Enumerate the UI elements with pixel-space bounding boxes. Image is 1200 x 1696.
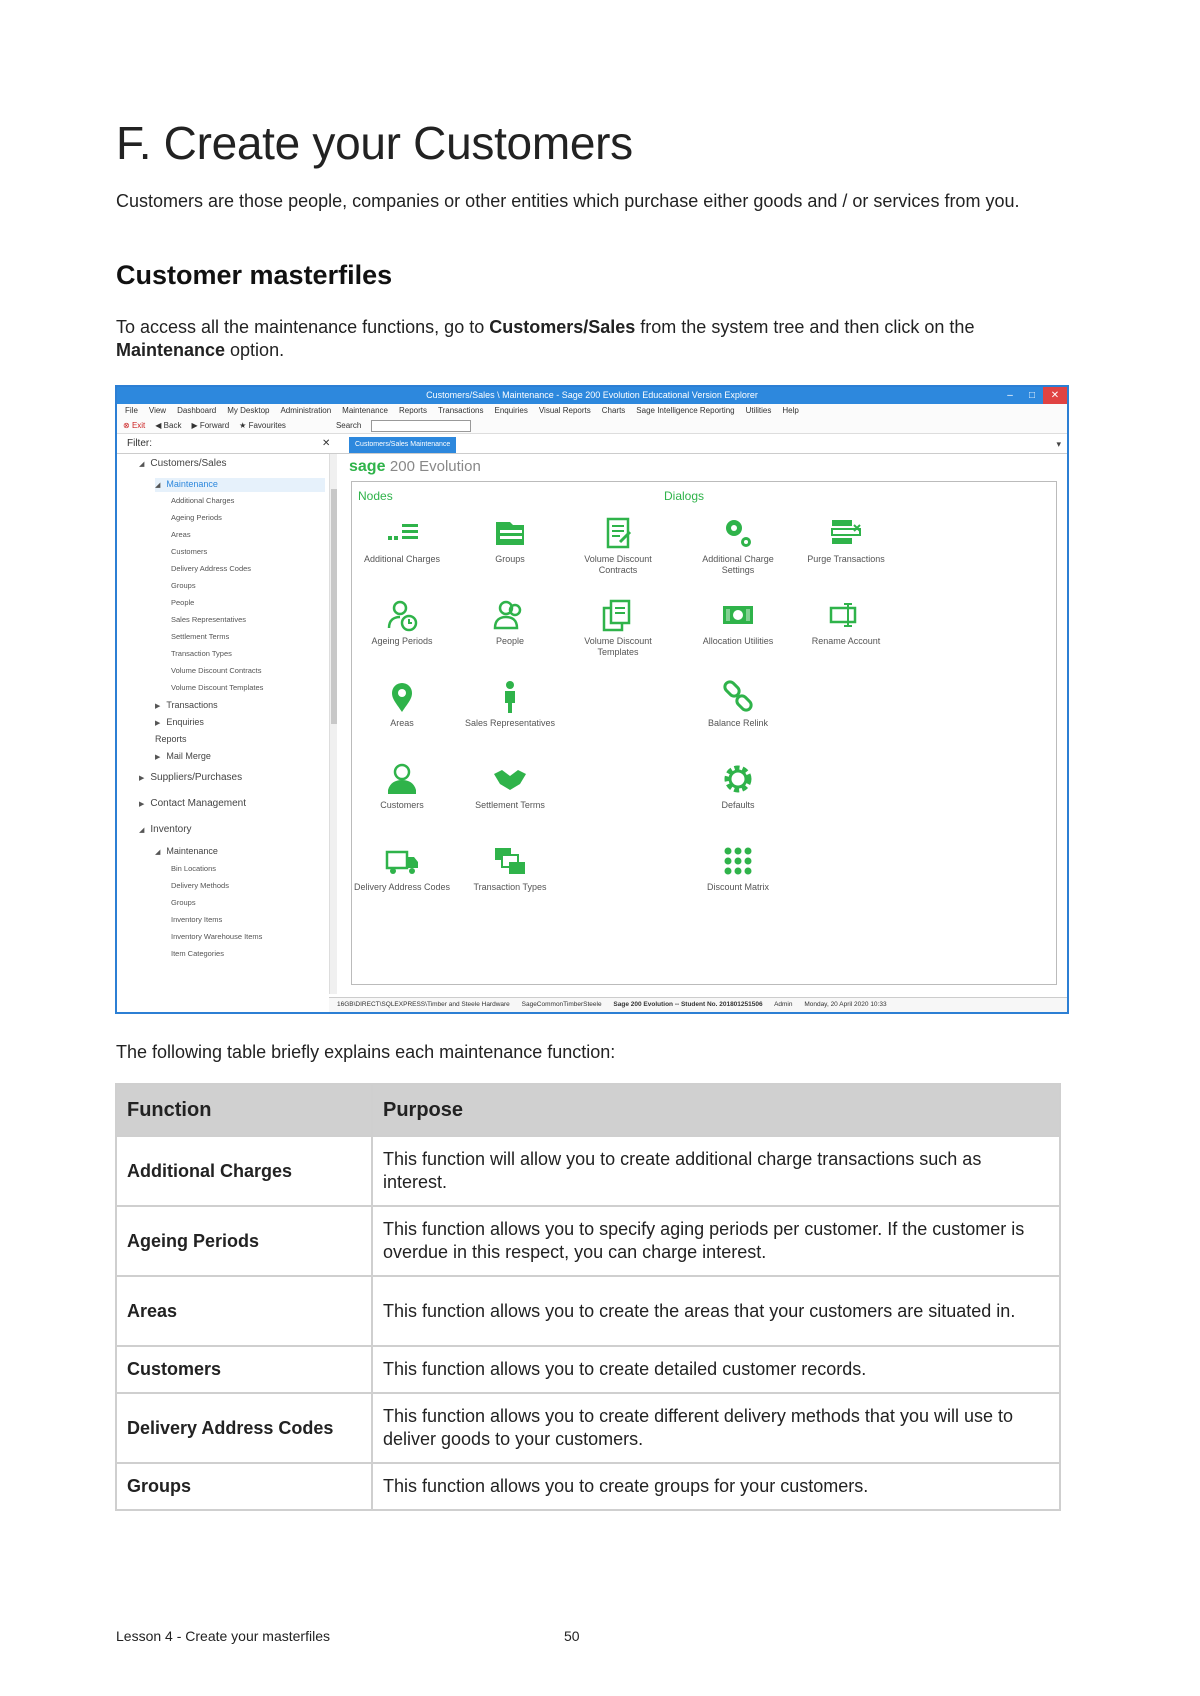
truck-icon bbox=[352, 844, 452, 878]
tree-item-label: Volume Discount Contracts bbox=[171, 666, 262, 675]
tree-item-label: Settlement Terms bbox=[171, 632, 230, 641]
window-controls bbox=[999, 387, 1067, 404]
table-row bbox=[116, 1206, 1060, 1276]
tree-item-transaction-types[interactable] bbox=[171, 648, 232, 660]
tree-item-sales-representatives[interactable] bbox=[171, 614, 246, 626]
tree-item-enquiries[interactable] bbox=[155, 716, 204, 730]
tree-item-volume-discount-templates[interactable] bbox=[171, 682, 263, 694]
dialog-label: Rename Account bbox=[811, 636, 881, 646]
close-button[interactable]: ✕ bbox=[1043, 387, 1067, 404]
scroll-thumb[interactable] bbox=[331, 489, 337, 724]
table-row bbox=[116, 1393, 1060, 1463]
toolbar bbox=[117, 418, 1067, 434]
node-additional-charges[interactable] bbox=[352, 516, 452, 565]
tree-item-label: Inventory Items bbox=[171, 915, 223, 924]
nodes-heading: Nodes bbox=[358, 489, 393, 503]
table-row bbox=[116, 1136, 1060, 1206]
tree-item-label: Additional Charges bbox=[171, 496, 235, 505]
purge-icon bbox=[796, 516, 896, 550]
table-row bbox=[116, 1463, 1060, 1510]
menu-utilities[interactable]: Utilities bbox=[745, 406, 772, 415]
menu-reports[interactable]: Reports bbox=[398, 406, 427, 415]
menu-charts[interactable]: Charts bbox=[601, 406, 626, 415]
tree-item-label: Maintenance bbox=[166, 479, 218, 489]
tree-item-label: Maintenance bbox=[166, 846, 218, 856]
purpose-cell: This function allows you to create different delivery methods that you will use to deliver goods to your customers. bbox=[372, 1393, 1060, 1463]
transaction-types-icon bbox=[460, 844, 560, 878]
tree-item-label: Groups bbox=[171, 581, 196, 590]
expand-down-icon[interactable]: ◢ bbox=[155, 849, 161, 856]
menu-help[interactable]: Help bbox=[782, 406, 799, 415]
maintenance-panel bbox=[351, 481, 1057, 985]
forward-button[interactable]: ▶ Forward bbox=[191, 420, 230, 430]
customer-icon bbox=[352, 762, 452, 796]
expand-right-icon[interactable]: ▶ bbox=[155, 703, 161, 710]
node-label: Volume Discount Templates bbox=[584, 636, 652, 657]
window-title: Customers/Sales \ Maintenance - Sage 200 Evolution Educational Version Explorer bbox=[117, 387, 1067, 404]
tree-item-label: Transactions bbox=[166, 700, 218, 710]
search-input[interactable] bbox=[371, 420, 471, 432]
sales-rep-icon bbox=[460, 680, 560, 714]
node-sales-representatives[interactable] bbox=[460, 680, 560, 729]
tree-item-label: Bin Locations bbox=[171, 864, 217, 873]
maximize-button[interactable]: □ bbox=[1028, 390, 1036, 401]
expand-down-icon[interactable]: ◢ bbox=[139, 827, 145, 834]
dialog-label: Additional Charge Settings bbox=[702, 554, 774, 575]
chevron-down-icon[interactable]: ▾ bbox=[1056, 439, 1061, 449]
tree-item-label: Delivery Methods bbox=[171, 881, 229, 890]
table-header-row bbox=[116, 1084, 1060, 1136]
node-label: Delivery Address Codes bbox=[353, 882, 451, 892]
tree-item-label: Inventory bbox=[150, 824, 192, 835]
tree-item-contact-management[interactable] bbox=[139, 798, 246, 811]
status-common-db: SageCommonTimberSteele bbox=[521, 1001, 602, 1008]
tree-item-label: Suppliers/Purchases bbox=[150, 772, 243, 783]
node-label: Customers bbox=[380, 800, 424, 810]
status-connection: 16GB\DIRECT\SQLEXPRESS\Timber and Steele Hardware bbox=[337, 1001, 510, 1008]
node-label: Sales Representatives bbox=[464, 718, 556, 728]
tree-item-ageing-periods[interactable] bbox=[171, 512, 222, 524]
tree-item-maintenance[interactable] bbox=[155, 845, 218, 859]
tree-item-label: Delivery Address Codes bbox=[171, 564, 252, 573]
dialog-defaults[interactable] bbox=[688, 762, 788, 811]
menu-administration[interactable]: Administration bbox=[280, 406, 332, 415]
link-icon bbox=[688, 680, 788, 714]
dialog-discount-matrix[interactable] bbox=[688, 844, 788, 893]
dialog-label: Purge Transactions bbox=[807, 554, 885, 564]
dialog-purge-transactions[interactable] bbox=[796, 516, 896, 565]
tree-item-transactions[interactable] bbox=[155, 699, 218, 713]
maintenance-content bbox=[349, 457, 1061, 993]
page-number: 50 bbox=[564, 1628, 580, 1644]
node-label: Volume Discount Contracts bbox=[584, 554, 652, 575]
menu-view[interactable]: View bbox=[148, 406, 167, 415]
tree-item-label: Groups bbox=[171, 898, 196, 907]
favourites-button[interactable]: ★ Favourites bbox=[239, 420, 286, 430]
dialogs-heading: Dialogs bbox=[664, 489, 705, 503]
contract-icon bbox=[568, 516, 668, 550]
tree-item-delivery-methods[interactable] bbox=[171, 880, 229, 892]
function-cell: Delivery Address Codes bbox=[116, 1393, 372, 1463]
tree-item-reports[interactable] bbox=[155, 733, 187, 745]
node-label: Settlement Terms bbox=[475, 800, 545, 810]
tree-item-customers-sales[interactable] bbox=[139, 458, 227, 471]
status-bar bbox=[329, 997, 1067, 1012]
tree-item-label: Areas bbox=[171, 530, 191, 539]
purpose-cell: This function allows you to create detailed customer records. bbox=[372, 1346, 1060, 1393]
gear-icon bbox=[688, 762, 788, 796]
tree-scrollbar[interactable] bbox=[329, 454, 337, 994]
tree-item-label: Volume Discount Templates bbox=[171, 683, 264, 692]
system-tree bbox=[117, 454, 329, 994]
maintenance-functions-table bbox=[115, 1083, 1061, 1511]
menu-enquiries[interactable]: Enquiries bbox=[494, 406, 528, 415]
node-label: Areas bbox=[390, 718, 414, 728]
status-date: Monday, 20 April 2020 10:33 bbox=[804, 1001, 887, 1008]
node-customers[interactable] bbox=[352, 762, 452, 811]
tree-item-volume-discount-contracts[interactable] bbox=[171, 665, 261, 677]
person-clock-icon bbox=[352, 598, 452, 632]
tree-item-additional-charges[interactable] bbox=[171, 495, 234, 507]
node-delivery-address-codes[interactable] bbox=[352, 844, 452, 893]
back-button[interactable]: ◀ Back bbox=[155, 420, 182, 430]
tree-item-label: Enquiries bbox=[166, 717, 204, 727]
tree-item-bin-locations[interactable] bbox=[171, 863, 216, 875]
footer-lesson: Lesson 4 - Create your masterfiles bbox=[116, 1628, 330, 1644]
map-pin-icon bbox=[352, 680, 452, 714]
tree-item-label: Customers bbox=[171, 547, 208, 556]
rename-icon bbox=[796, 598, 896, 632]
filter-clear-icon[interactable]: ✕ bbox=[322, 438, 331, 449]
menu-my-desktop[interactable]: My Desktop bbox=[227, 406, 270, 415]
function-cell: Additional Charges bbox=[116, 1136, 372, 1206]
dialog-label: Defaults bbox=[721, 800, 755, 810]
tree-item-suppliers-purchases[interactable] bbox=[139, 772, 242, 785]
expand-down-icon[interactable]: ◢ bbox=[139, 461, 145, 468]
node-label: People bbox=[495, 636, 525, 646]
tree-item-delivery-address-codes[interactable] bbox=[171, 563, 251, 575]
expand-right-icon[interactable]: ▶ bbox=[139, 801, 145, 808]
dialog-allocation-utilities[interactable] bbox=[688, 598, 788, 647]
table-row bbox=[116, 1346, 1060, 1393]
node-label: Additional Charges bbox=[363, 554, 441, 564]
menu-file[interactable]: File bbox=[125, 406, 138, 415]
money-icon bbox=[688, 598, 788, 632]
header-purpose: Purpose bbox=[372, 1084, 1060, 1136]
tree-item-mail-merge[interactable] bbox=[155, 750, 211, 764]
menu-visual-reports[interactable]: Visual Reports bbox=[538, 406, 591, 415]
templates-icon bbox=[568, 598, 668, 632]
tab-customers-sales-maintenance[interactable]: Customers/Sales Maintenance bbox=[349, 437, 456, 453]
table-intro: The following table briefly explains each maintenance function: bbox=[116, 1042, 616, 1062]
tree-item-item-categories[interactable] bbox=[171, 948, 224, 960]
tree-item-label: Inventory Warehouse Items bbox=[171, 932, 263, 941]
node-label: Transaction Types bbox=[473, 882, 547, 892]
groups-icon bbox=[460, 516, 560, 550]
status-version: Sage 200 Evolution -- Student No. 201801251506 bbox=[613, 1001, 763, 1008]
exit-button[interactable]: ⊗ Exit bbox=[123, 420, 146, 430]
dialog-additional-charge-settings[interactable] bbox=[688, 516, 788, 576]
status-user: Admin bbox=[774, 1001, 793, 1008]
node-transaction-types[interactable] bbox=[460, 844, 560, 893]
function-cell: Ageing Periods bbox=[116, 1206, 372, 1276]
page-heading: F. Create your Customers bbox=[116, 117, 633, 169]
node-settlement-terms[interactable] bbox=[460, 762, 560, 811]
purpose-cell: This function allows you to create groups for your customers. bbox=[372, 1463, 1060, 1510]
tree-item-label: Reports bbox=[155, 734, 187, 744]
node-people[interactable] bbox=[460, 598, 560, 647]
expand-right-icon[interactable]: ▶ bbox=[139, 775, 145, 782]
node-ageing-periods[interactable] bbox=[352, 598, 452, 647]
tree-item-settlement-terms[interactable] bbox=[171, 631, 229, 643]
tree-item-areas[interactable] bbox=[171, 529, 191, 541]
expand-down-icon[interactable]: ◢ bbox=[155, 482, 161, 489]
menu-maintenance[interactable]: Maintenance bbox=[342, 406, 388, 415]
dialog-label: Balance Relink bbox=[707, 718, 769, 728]
expand-right-icon[interactable]: ▶ bbox=[155, 754, 161, 761]
menu-dashboard[interactable]: Dashboard bbox=[177, 406, 217, 415]
tab-bar bbox=[337, 434, 1067, 454]
tree-item-label: People bbox=[171, 598, 195, 607]
tree-item-label: Customers/Sales bbox=[150, 458, 227, 469]
tree-item-people[interactable] bbox=[171, 597, 194, 609]
dialog-rename-account[interactable] bbox=[796, 598, 896, 647]
tree-item-label: Transaction Types bbox=[171, 649, 232, 658]
tree-item-inventory[interactable] bbox=[139, 824, 192, 837]
sage-logo: sage 200 Evolution bbox=[349, 458, 481, 475]
function-cell: Areas bbox=[116, 1276, 372, 1346]
node-areas[interactable] bbox=[352, 680, 452, 729]
expand-right-icon[interactable]: ▶ bbox=[155, 720, 161, 727]
list-icon bbox=[352, 516, 452, 550]
tree-item-maintenance[interactable] bbox=[155, 478, 325, 492]
tree-item-groups[interactable] bbox=[171, 580, 196, 592]
gears-icon bbox=[688, 516, 788, 550]
table-row bbox=[116, 1276, 1060, 1346]
search-label: Search bbox=[335, 420, 362, 430]
app-screenshot bbox=[115, 385, 1069, 1014]
node-label: Groups bbox=[495, 554, 525, 564]
purpose-cell: This function allows you to create the areas that your customers are situated in. bbox=[372, 1276, 1060, 1346]
node-groups[interactable] bbox=[460, 516, 560, 565]
handshake-icon bbox=[460, 762, 560, 796]
tree-item-label: Sales Representatives bbox=[171, 615, 247, 624]
matrix-icon bbox=[688, 844, 788, 878]
section-heading: Customer masterfiles bbox=[116, 260, 393, 290]
minimize-button[interactable]: – bbox=[1007, 390, 1013, 401]
function-cell: Customers bbox=[116, 1346, 372, 1393]
node-label: Ageing Periods bbox=[371, 636, 433, 646]
tree-item-label: Contact Management bbox=[150, 798, 247, 809]
node-volume-discount-templates[interactable] bbox=[568, 598, 668, 658]
tree-item-groups[interactable] bbox=[171, 897, 196, 909]
header-function: Function bbox=[116, 1084, 372, 1136]
dialog-balance-relink[interactable] bbox=[688, 680, 788, 729]
tree-item-label: Mail Merge bbox=[166, 751, 211, 761]
tree-item-label: Ageing Periods bbox=[171, 513, 222, 522]
access-instructions: To access all the maintenance functions, go to Customers/Sales from the system tree and then click on the Maintenance option. bbox=[116, 317, 975, 360]
dialog-label: Discount Matrix bbox=[706, 882, 769, 892]
filter-field[interactable]: Filter: bbox=[117, 434, 337, 454]
function-cell: Groups bbox=[116, 1463, 372, 1510]
dialog-label: Allocation Utilities bbox=[702, 636, 774, 646]
tree-item-label: Item Categories bbox=[171, 949, 224, 958]
tree-item-customers[interactable] bbox=[171, 546, 207, 558]
menu-bar bbox=[117, 404, 1067, 418]
menu-transactions[interactable]: Transactions bbox=[437, 406, 484, 415]
purpose-cell: This function will allow you to create additional charge transactions such as interest. bbox=[372, 1136, 1060, 1206]
intro-paragraph: Customers are those people, companies or other entities which purchase either goods and / or services from you. bbox=[116, 191, 1020, 211]
menu-sage-intelligence[interactable]: Sage Intelligence Reporting bbox=[636, 406, 735, 415]
people-icon bbox=[460, 598, 560, 632]
purpose-cell: This function allows you to specify aging periods per customer. If the customer is overdue in this respect, you can charge interest. bbox=[372, 1206, 1060, 1276]
tree-item-inventory-warehouse-items[interactable] bbox=[171, 931, 262, 943]
tree-item-inventory-items[interactable] bbox=[171, 914, 222, 926]
node-volume-discount-contracts[interactable] bbox=[568, 516, 668, 576]
